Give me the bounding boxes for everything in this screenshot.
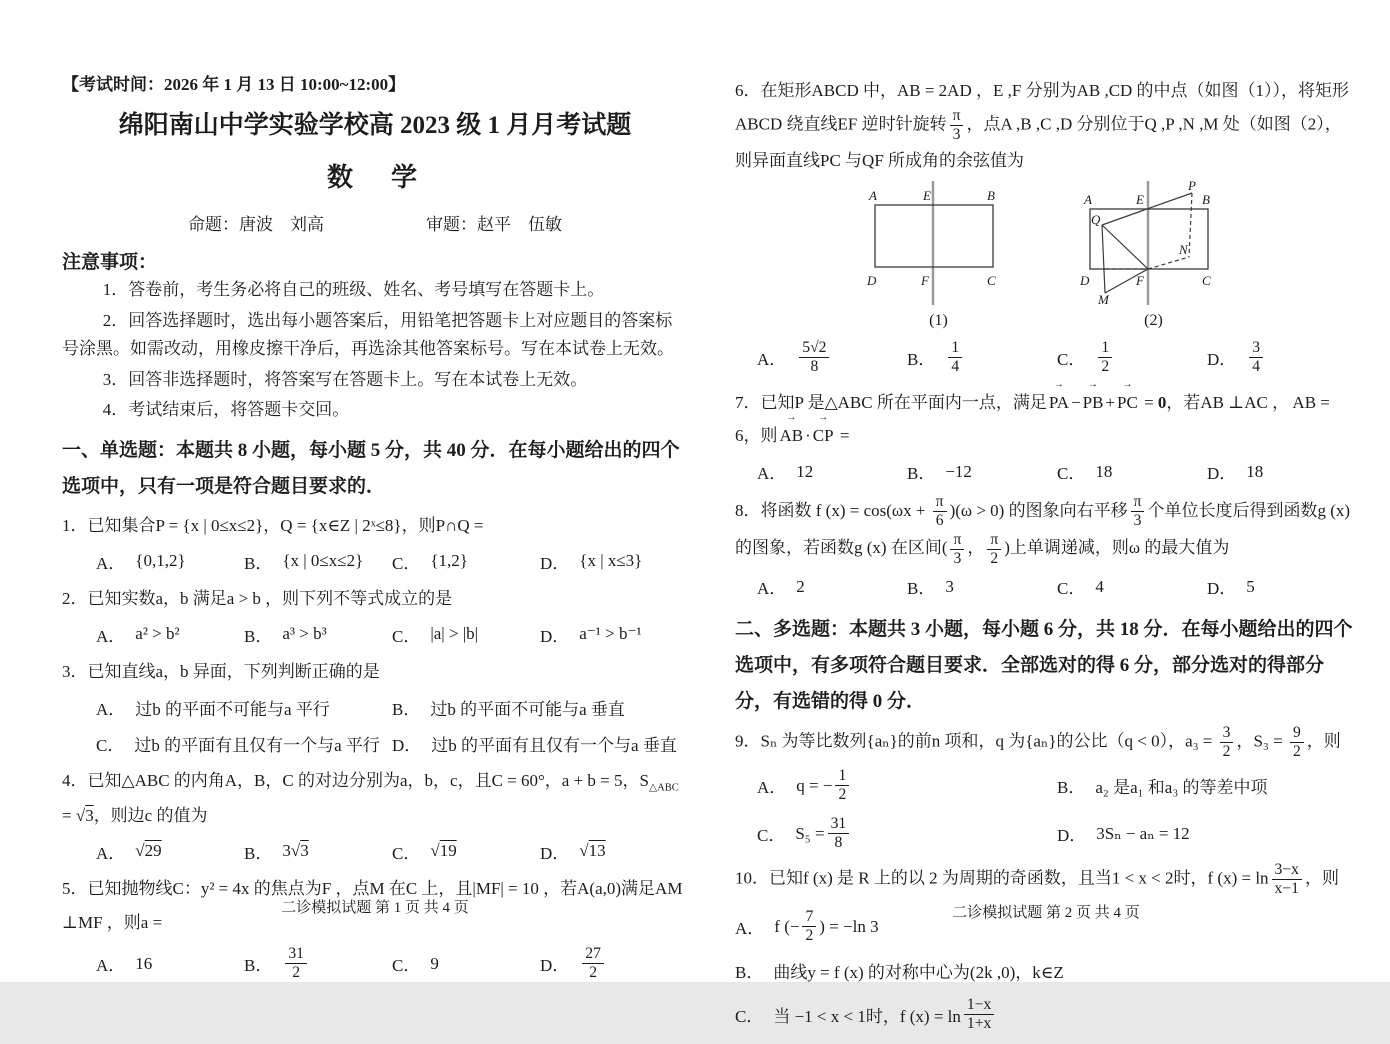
option-label: C．	[735, 1007, 764, 1027]
option-label: D．	[1207, 579, 1237, 599]
option-d	[540, 549, 688, 574]
stem-text: ，若AB ⊥AC ， AB = 6，则	[735, 393, 1330, 446]
svg-text:F: F	[921, 273, 929, 289]
option-value: 过b 的平面有且仅有一个与a 平行	[134, 735, 380, 755]
page-2-footer: 二诊模拟试题 第 2 页 共 4 页	[952, 905, 1140, 921]
option-c	[1057, 459, 1207, 484]
option-label: D．	[540, 843, 570, 863]
sqrt-term: √ 3	[291, 841, 309, 861]
option-label: D．	[540, 956, 570, 976]
svg-text:D: D	[1080, 273, 1090, 289]
fraction: $\frac{1}{2}$	[835, 767, 849, 804]
option-value: q = −	[796, 775, 833, 795]
option-label: C．	[1057, 349, 1086, 369]
svg-text:Q: Q	[1091, 212, 1101, 228]
fraction: $\frac{\pi}{3}$	[950, 107, 964, 144]
option-value: −12	[945, 461, 972, 481]
operator: −	[1071, 393, 1081, 413]
option-d	[540, 839, 688, 864]
notice-item-1: 1．答卷前，考生务必将自己的班级、姓名、考号填写在答题卡上。	[102, 280, 605, 299]
option-a	[96, 695, 392, 720]
option-label: C．	[1057, 464, 1086, 484]
option-value: 曲线y = f (x) 的对称中心为(2k ,0)，k∈Z	[773, 963, 1064, 983]
stem-text: ，	[967, 538, 985, 558]
option-a	[96, 549, 244, 574]
option-value: a⁻¹ > b⁻¹	[579, 624, 642, 644]
option-a	[96, 622, 244, 647]
option-label: B．	[907, 349, 936, 369]
option-label: D．	[540, 553, 570, 573]
option-value: 当 −1 < x < 1时，f (x) = ln	[773, 1007, 961, 1027]
option-value: 16	[135, 953, 153, 973]
option-value: {0,1,2}	[135, 551, 186, 571]
vector-term: PC →	[1117, 386, 1138, 419]
fraction: $\frac{3}{4}$	[1249, 339, 1263, 376]
question-7-stem	[735, 386, 1357, 452]
option-value: 12	[796, 461, 814, 481]
fraction: $\frac{\pi}{3}$	[1131, 493, 1145, 530]
option-a	[757, 574, 907, 599]
option-value: a₂ 是a₁ 和a₃ 的等差中项	[1095, 778, 1268, 798]
option-d	[392, 731, 688, 756]
svg-text:E: E	[923, 188, 931, 204]
option-d	[1057, 821, 1357, 846]
option-b	[244, 839, 392, 864]
page-2-column	[735, 70, 1357, 1044]
option-b	[392, 695, 688, 720]
sqrt-term: √ 3	[76, 806, 94, 825]
stem-text: )(ω > 0) 的图象向右平移	[949, 500, 1128, 520]
fraction: $\frac{31}{8}$	[828, 815, 850, 852]
option-b	[244, 945, 392, 982]
question-3-stem: 3．已知直线a，b 异面，下列判断正确的是	[62, 662, 380, 682]
question-9-options-row-2	[735, 811, 1357, 857]
option-b	[244, 549, 392, 574]
option-b	[907, 339, 1057, 376]
option-label: C．	[392, 956, 421, 976]
fraction: $\frac{31}{2}$	[285, 945, 307, 982]
option-label: B．	[1057, 778, 1086, 798]
option-b	[244, 622, 392, 647]
option-value: 18	[1095, 461, 1113, 481]
authors-line: 命题：唐波 刘高 审题：赵平 伍敏	[188, 215, 562, 234]
question-4-options	[62, 834, 688, 868]
question-6-options	[735, 332, 1357, 382]
option-a	[96, 839, 244, 864]
option-b	[907, 459, 1057, 484]
option-label: B．	[244, 956, 273, 976]
notice-item-2: 2．回答选择题时，选出每小题答案后，用铅笔把答题卡上对应题目的答案标号涂黑。如需改动，用橡皮擦干净后，再选涂其他答案标号。写在本试卷上无效。	[62, 310, 674, 359]
operator: +	[1105, 393, 1116, 413]
fraction: $\frac{1-x}{1+x}$	[964, 996, 994, 1033]
option-d	[540, 622, 688, 647]
option-a	[96, 951, 244, 976]
option-value: ) = −ln 3	[819, 916, 879, 936]
option-value: |a| > |b|	[430, 624, 479, 644]
page-title: 绵阳南山中学实验学校高 2023 级 1 月月考试题	[118, 112, 632, 139]
option-label: B．	[244, 626, 273, 646]
section-2-heading: 二、多选题：本题共 3 小题，每小题 6 分，共 18 分．在每小题给出的四个选项中，有多项符合题目要求．全部选对的得 6 分，部分选对的得部分分，有选错的得 0 分．	[735, 618, 1353, 712]
option-value: S₅ =	[795, 823, 825, 843]
stem-text: 4．已知△ABC 的内角A，B，C 的对边分别为a，b，c，且C = 60°，a + b = 5，S	[62, 771, 649, 791]
option-label: C．	[1057, 579, 1086, 599]
option-label: A．	[96, 956, 126, 976]
option-label: A．	[757, 778, 787, 798]
question-5-options	[62, 941, 688, 987]
option-value: 5	[1246, 576, 1255, 596]
svg-text:B: B	[1202, 192, 1210, 208]
option-label: D．	[1057, 826, 1087, 846]
option-label: A．	[757, 349, 787, 369]
fraction: $\frac{\pi}{3}$	[950, 531, 964, 568]
stem-text: =	[62, 806, 76, 826]
option-value: 3	[945, 576, 954, 596]
bold-zero: 0	[1157, 393, 1167, 413]
option-c	[757, 815, 1057, 852]
svg-text:B: B	[987, 188, 995, 204]
subject-title: 数 学	[326, 163, 423, 192]
option-c	[392, 622, 540, 647]
question-9-options-row-1	[735, 763, 1357, 809]
option-label: B．	[907, 579, 936, 599]
notice-item-4: 4．考试结束后，将答题卡交回。	[102, 400, 350, 420]
fraction: $\frac{\pi}{6}$	[933, 493, 947, 530]
question-10-option-b	[735, 956, 1357, 986]
option-b	[907, 574, 1057, 599]
vector-term: AB →	[780, 419, 804, 452]
option-c	[1057, 339, 1207, 376]
sqrt-term: √ 19	[430, 841, 456, 861]
question-2-stem: 2．已知实数a，b 满足a > b ，则下列不等式成立的是	[62, 589, 453, 609]
option-label: B．	[244, 843, 273, 863]
sqrt-term: √ 13	[579, 841, 605, 861]
option-d	[1207, 574, 1357, 599]
option-value: 过b 的平面不可能与a 垂直	[430, 699, 625, 719]
question-9-stem	[735, 724, 1357, 761]
stem-text: ，则	[1306, 731, 1341, 751]
fraction: $\frac{1}{4}$	[948, 339, 962, 376]
option-c	[1057, 574, 1207, 599]
section-1-heading: 一、单选题：本题共 8 小题，每小题 5 分，共 40 分．在每小题给出的四个选项中，只有一项是符合题目要求的．	[62, 439, 680, 497]
stem-text: 个单位长度后得到函数g (x) 的图象，若函数g (x) 在区间(	[735, 500, 1351, 558]
option-label: B．	[392, 699, 421, 719]
question-3-options-row-1	[62, 690, 688, 724]
svg-text:C: C	[1202, 273, 1211, 289]
option-label: C．	[757, 826, 786, 846]
fraction: $\frac{27}{2}$	[582, 945, 604, 982]
fraction: $\frac{\pi}{2}$	[987, 531, 1001, 568]
option-value: {x | x≤3}	[579, 551, 643, 571]
coefficient: 3	[282, 841, 291, 861]
stem-text: 7．已知P 是△ABC 所在平面内一点，满足	[735, 393, 1047, 413]
option-label: A．	[96, 553, 126, 573]
option-label: A．	[96, 843, 126, 863]
option-d	[1207, 459, 1357, 484]
figure-2-caption: (2)	[1144, 312, 1163, 330]
stem-text: =	[835, 426, 850, 446]
option-label: C．	[96, 735, 125, 755]
option-value: f (−	[774, 916, 800, 936]
option-c	[392, 839, 540, 864]
question-10-option-c	[735, 992, 1357, 1038]
option-label: D．	[1207, 464, 1237, 484]
question-6-figures	[735, 179, 1357, 330]
operator: ·	[805, 426, 811, 446]
option-value: 3Sₙ − aₙ = 12	[1096, 823, 1190, 843]
option-label: C．	[392, 553, 421, 573]
question-5-stem: 5．已知抛物线C：y² = 4x 的焦点为F ，点M 在C 上，且|MF| = 10 ，若A(a,0)满足AM ⊥MF ，则a =	[62, 879, 683, 932]
vector-term: PB →	[1083, 386, 1104, 419]
svg-text:F: F	[1136, 273, 1144, 289]
fraction: $\frac{1}{2}$	[1098, 339, 1112, 376]
option-label: A．	[757, 464, 787, 484]
option-label: C．	[392, 626, 421, 646]
svg-text:C: C	[987, 273, 996, 289]
question-7-options	[735, 455, 1357, 489]
option-label: B．	[907, 464, 936, 484]
notices-heading: 注意事项：	[62, 252, 158, 273]
option-c	[392, 549, 540, 574]
stem-text: 8．将函数 f (x) = cos(ωx +	[735, 500, 930, 520]
question-8-stem	[735, 493, 1357, 568]
option-d	[1207, 339, 1357, 376]
question-10-stem	[735, 861, 1357, 898]
stem-text: ，则	[1304, 868, 1339, 888]
figure-1-caption: (1)	[929, 312, 948, 330]
option-value: 18	[1246, 461, 1264, 481]
option-value: 过b 的平面不可能与a 平行	[135, 699, 330, 719]
option-label: A．	[735, 919, 765, 939]
option-label: D．	[540, 626, 570, 646]
sqrt-term: √ 29	[135, 841, 161, 861]
option-value: a³ > b³	[282, 624, 327, 644]
option-value: {1,2}	[430, 551, 468, 571]
figure-2	[1066, 179, 1241, 330]
svg-text:A: A	[869, 188, 877, 204]
fraction: $\frac{3}{2}$	[1220, 724, 1234, 761]
fraction: $\frac{9}{2}$	[1290, 724, 1304, 761]
svg-text:N: N	[1179, 242, 1188, 258]
option-value: {x | 0≤x≤2}	[282, 551, 364, 571]
option-label: A．	[96, 699, 126, 719]
option-b	[1057, 773, 1357, 798]
question-4-stem	[62, 764, 688, 832]
option-value: 过b 的平面有且仅有一个与a 垂直	[431, 735, 677, 755]
option-a	[757, 767, 1057, 804]
option-a	[757, 339, 907, 376]
question-2-options	[62, 617, 688, 651]
stem-text: ，则边c 的值为	[93, 806, 208, 826]
svg-text:A: A	[1084, 192, 1092, 208]
stem-text: ，S₃ =	[1236, 731, 1287, 751]
option-label: A．	[757, 579, 787, 599]
stem-text: 9．Sₙ 为等比数列{aₙ}的前n 项和，q 为{aₙ}的公比（q < 0），a₃ =	[735, 731, 1217, 751]
option-c	[96, 731, 392, 756]
option-value: 2	[796, 576, 805, 596]
exam-time: 【考试时间：2026 年 1 月 13 日 10:00~12:00】	[62, 75, 406, 94]
option-a	[757, 459, 907, 484]
option-label: D．	[392, 735, 422, 755]
page-1-footer: 二诊模拟试题 第 1 页 共 4 页	[281, 900, 469, 916]
option-value: a² > b²	[135, 624, 180, 644]
option-label: B．	[735, 963, 764, 983]
option-label: B．	[244, 553, 273, 573]
option-value: 4	[1095, 576, 1104, 596]
page-1-column	[62, 70, 688, 989]
stem-text: )上单调递减，则ω 的最大值为	[1004, 538, 1230, 558]
question-8-options	[735, 570, 1357, 604]
subscript: △ABC	[648, 782, 679, 794]
figure-2-drawing	[1066, 179, 1241, 307]
stem-text: =	[1139, 393, 1158, 413]
svg-text:P: P	[1188, 178, 1196, 194]
fraction: $\frac{3-x}{x-1}$	[1272, 861, 1302, 898]
stem-text: ，点A ,B ,C ,D 分别位于Q ,P ,N ,M 处（如图（2），则异面直线PC 与QF 所成角的余弦值为	[735, 114, 1342, 171]
svg-text:D: D	[867, 273, 877, 289]
vector-term: CP →	[813, 419, 834, 452]
option-d	[540, 945, 688, 982]
question-1-stem: 1．已知集合P = {x | 0≤x≤2}，Q = {x∈Z | 2ˣ≤8}，则P∩Q =	[62, 515, 484, 535]
option-c	[392, 951, 540, 976]
question-1-options	[62, 544, 688, 578]
figure-1	[851, 179, 1026, 330]
question-6-stem	[735, 74, 1357, 177]
fraction: $\frac{7}{2}$	[802, 908, 816, 945]
svg-text:M: M	[1098, 292, 1109, 308]
stem-text: 6．在矩形ABCD 中，AB = 2AD ，E ,F 分别为AB ,CD 的中点（如图（1）），将矩形ABCD 绕直线EF 逆时针旋转	[735, 81, 1350, 134]
option-label: D．	[1207, 349, 1237, 369]
notice-item-3: 3．回答非选择题时，将答案写在答题卡上。写在本试卷上无效。	[102, 369, 588, 389]
vector-term: PA →	[1049, 386, 1069, 419]
stem-text: 10．已知f (x) 是 R 上的以 2 为周期的奇函数，且当1 < x < 2时，f (x) = ln	[735, 868, 1269, 888]
option-value: 9	[430, 953, 439, 973]
question-3-options-row-2	[62, 726, 688, 760]
option-label: A．	[96, 626, 126, 646]
option-label: C．	[392, 843, 421, 863]
figure-1-drawing	[851, 179, 1026, 307]
svg-text:E: E	[1136, 192, 1144, 208]
fraction: $\frac{5√2}{8}$	[799, 339, 829, 376]
